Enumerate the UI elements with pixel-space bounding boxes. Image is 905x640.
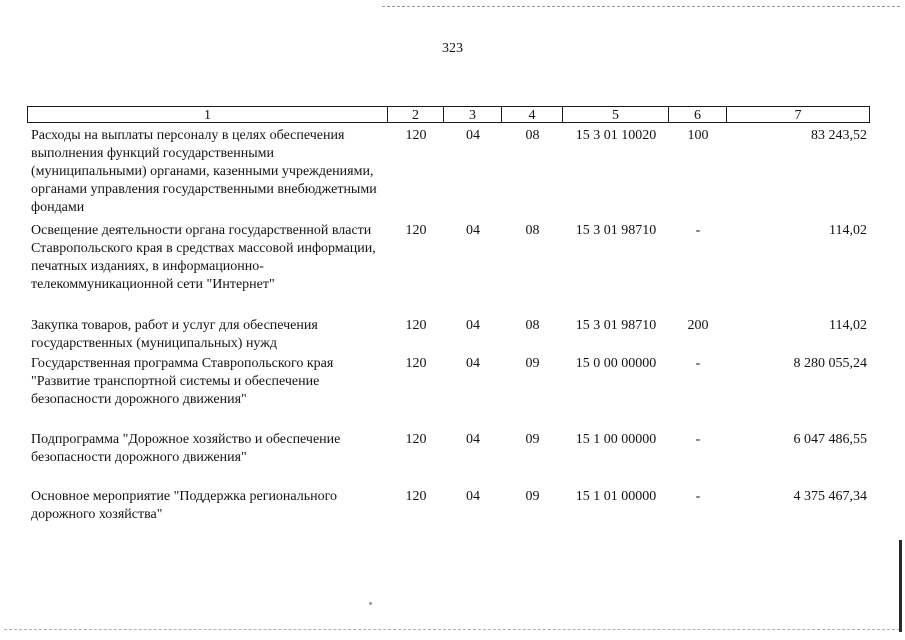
row-col-4: 08: [525, 223, 540, 238]
row-col-2: 120: [405, 318, 427, 333]
row-name: Расходы на выплаты персоналу в целях обеспечения выполнения функций государственными (муниципальными) органами, казенными учреждениями, органами управления государственными внебюджетными фондами: [31, 128, 377, 215]
header-col-4: 4: [502, 106, 563, 123]
header-col-7: 7: [727, 106, 870, 123]
row-col-7: 4 375 467,34: [793, 489, 867, 504]
row-col-6: 100: [687, 128, 709, 143]
scan-artifact-top-line: [382, 6, 900, 7]
row-col-3: 04: [466, 432, 480, 447]
page-number: 323: [442, 41, 463, 56]
row-name: Освещение деятельности органа государственной власти Ставропольского края в средствах массовой информации, печатных изданиях, в информационно-телекоммуникационной сети "Интернет": [31, 223, 376, 292]
header-col-5: 5: [563, 106, 669, 123]
scan-artifact-bottom-line: [4, 629, 900, 630]
header-col-2: 2: [388, 106, 444, 123]
row-col-3: 04: [466, 223, 480, 238]
row-col-6: 200: [687, 318, 709, 333]
row-col-5: 15 3 01 98710: [575, 223, 657, 238]
row-col-5: 15 3 01 98710: [575, 318, 657, 333]
row-col-7: 83 243,52: [811, 128, 867, 143]
row-col-6: -: [695, 356, 701, 371]
row-col-5: 15 0 00 00000: [575, 356, 657, 371]
row-col-3: 04: [466, 489, 480, 504]
row-col-2: 120: [405, 432, 427, 447]
row-col-3: 04: [466, 128, 480, 143]
row-col-7: 8 280 055,24: [793, 356, 867, 371]
row-name: Подпрограмма "Дорожное хозяйство и обеспечение безопасности дорожного движения": [31, 432, 341, 465]
row-col-2: 120: [405, 128, 427, 143]
row-col-6: -: [695, 223, 701, 238]
row-col-2: 120: [405, 356, 427, 371]
scan-artifact-right-edge: [899, 540, 902, 632]
header-col-6: 6: [669, 106, 727, 123]
row-col-4: 08: [525, 128, 540, 143]
row-col-6: -: [695, 489, 701, 504]
row-name: Государственная программа Ставропольского края "Развитие транспортной системы и обеспечение безопасности дорожного движения": [31, 356, 334, 407]
row-col-5: 15 1 01 00000: [575, 489, 657, 504]
scan-artifact-dot: [369, 602, 372, 605]
row-col-4: 09: [525, 356, 540, 371]
row-col-3: 04: [466, 318, 480, 333]
header-col-1: 1: [27, 106, 388, 123]
header-col-3: 3: [444, 106, 502, 123]
row-col-7: 114,02: [829, 318, 867, 333]
row-col-4: 08: [525, 318, 540, 333]
row-name: Основное мероприятие "Поддержка регионального дорожного хозяйства": [31, 489, 338, 522]
row-col-5: 15 3 01 10020: [575, 128, 657, 143]
row-col-7: 114,02: [829, 223, 867, 238]
row-col-7: 6 047 486,55: [793, 432, 867, 447]
row-col-2: 120: [405, 223, 427, 238]
row-col-4: 09: [525, 432, 540, 447]
row-col-5: 15 1 00 00000: [575, 432, 657, 447]
row-col-2: 120: [405, 489, 427, 504]
row-col-3: 04: [466, 356, 480, 371]
row-col-6: -: [695, 432, 701, 447]
row-name: Закупка товаров, работ и услуг для обеспечения государственных (муниципальных) нужд: [31, 318, 318, 351]
row-col-4: 09: [525, 489, 540, 504]
